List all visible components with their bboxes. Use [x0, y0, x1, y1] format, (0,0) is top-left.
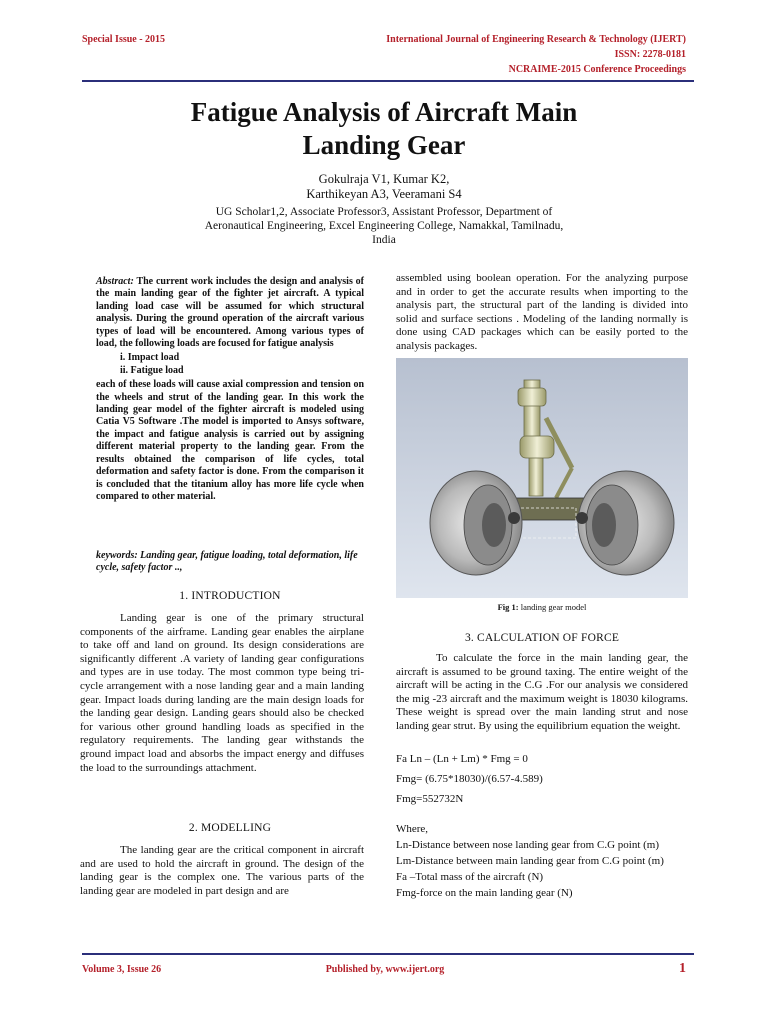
abstract-label: Abstract: [96, 276, 134, 287]
equation-result: Fmg=552732N [396, 793, 464, 805]
definition-lm: Lm-Distance between main landing gear from C.G point (m) [396, 855, 664, 867]
authors-line2: Karthikeyan A3, Veeramani S4 [306, 187, 462, 201]
equation-equilibrium: Fa Ln – (Ln + Lm) * Fmg = 0 [396, 753, 528, 765]
introduction-paragraph: Landing gear is one of the primary structural components of the airframe. Landing gear enables the airplane to take off and land on ground. Its design considerations are significantly different .A variety of landing gear configurations and types are in use today. The most common type being tri-cycle arrangement with a nose landing gear and a main landing gear. Impact loads during landing are the main design loads for the landing gear design. Landing gears should also be checked for various other ground handling loads as specified in the regulatory requirements. The landing gear withstands the ground impact load and absorbs the impact energy and diffuses the load to the surroundings attachment. [80, 612, 364, 774]
landing-gear-illustration [396, 358, 688, 598]
modelling-text [80, 844, 364, 898]
figure-caption-text: landing gear model [518, 602, 587, 612]
figure-landing-gear-model [396, 358, 688, 598]
force-text [396, 652, 688, 734]
abstract-load-list [96, 352, 364, 377]
affiliation [150, 205, 618, 247]
right-column-intro-text: assembled using boolean operation. For the analyzing purpose and in order to get the accurate results when importing to the analysis part, the structural part of the landing is divided into solid and surface sections . Modeling of the landing normally is done using CAD packages which can be easily ported to the analysis packages. [396, 272, 688, 352]
paper-title-line1: Fatigue Analysis of Aircraft Main [190, 97, 578, 127]
introduction-text [80, 612, 364, 775]
affiliation-line2: Aeronautical Engineering, Excel Engineering College, Namakkal, Tamilnadu, [204, 220, 564, 232]
section-heading-force: 3. CALCULATION OF FORCE [464, 632, 620, 644]
figure-caption-label: Fig 1: [497, 602, 519, 612]
header-issn: ISSN: 2278-0181 [614, 49, 686, 60]
where-label: Where, [396, 823, 429, 835]
footer-volume: Volume 3, Issue 26 [82, 964, 162, 975]
section-heading-introduction: 1. INTRODUCTION [179, 590, 281, 602]
section-heading-modelling: 2. MODELLING [188, 822, 272, 834]
footer-rule [82, 953, 694, 955]
page-number: 1 [679, 961, 686, 976]
figure-caption [396, 602, 688, 612]
paper-title-line2: Landing Gear [302, 130, 466, 160]
abstract [96, 276, 364, 503]
authors-line1: Gokulraja V1, Kumar K2, [318, 172, 450, 186]
definition-fmg: Fmg-force on the main landing gear (N) [396, 887, 573, 899]
keywords: keywords: Landing gear, fatigue loading, total deformation, life cycle, safety factor .., [96, 550, 358, 574]
equation-fmg: Fmg= (6.75*18030)/(6.57-4.589) [396, 773, 543, 785]
footer-published-by: Published by, www.ijert.org [325, 964, 445, 975]
abstract-text-1: The current work includes the design and analysis of the main landing gear of the fighter jet aircraft. A typical landing load case will be assumed for which structural analysis. During the ground operation of the aircraft various types of load will be encountered. Among various types of load, the following loads are focused for fatigue analysis [96, 276, 365, 350]
abstract-load-item: i. Impact load [120, 352, 180, 364]
definition-fa: Fa –Total mass of the aircraft (N) [396, 871, 544, 883]
definition-ln: Ln-Distance between nose landing gear from C.G point (m) [396, 839, 660, 851]
header-proceedings: NCRAIME-2015 Conference Proceedings [508, 64, 686, 75]
abstract-load-item: ii. Fatigue load [120, 364, 184, 376]
header-journal: International Journal of Engineering Research & Technology (IJERT) [386, 34, 686, 45]
force-paragraph: To calculate the force in the main landing gear, the aircraft is assumed to be ground taxing. The entire weight of the aircraft will be acting in the C.G .For our analysis we considered the mig -23 aircraft and the maximum weight is 18030 kilograms. These weight is spread over the main landing strut and nose landing gear strut. By using the equilibrium equation the weight. [396, 652, 688, 732]
modelling-paragraph: The landing gear are the critical component in aircraft and are used to hold the aircraft in ground. The design of the landing gear is the complex one. The various parts of the landing gear are modeled in part design and are [80, 844, 364, 897]
header-special-issue: Special Issue - 2015 [82, 34, 166, 45]
paper-title [100, 96, 668, 162]
affiliation-line1: UG Scholar1,2, Associate Professor3, Assistant Professor, Department of [215, 206, 553, 218]
affiliation-line3: India [372, 234, 396, 246]
header-rule [82, 80, 694, 82]
authors [140, 172, 628, 202]
abstract-text-2: each of these loads will cause axial compression and tension on the wheels and strut of the landing gear. In this work the landing gear model of the fighter aircraft is modeled using Catia V5 Software .The model is imported to Ansys software, the impact and fatigue analysis is carried out by assigning different material property to the landing gear. From the results obtained the comparison of life cycles, total deformation and safety factor is done. From the comparison it is concluded that the titanium alloy has more life cycle when compared to other material. [96, 379, 364, 502]
